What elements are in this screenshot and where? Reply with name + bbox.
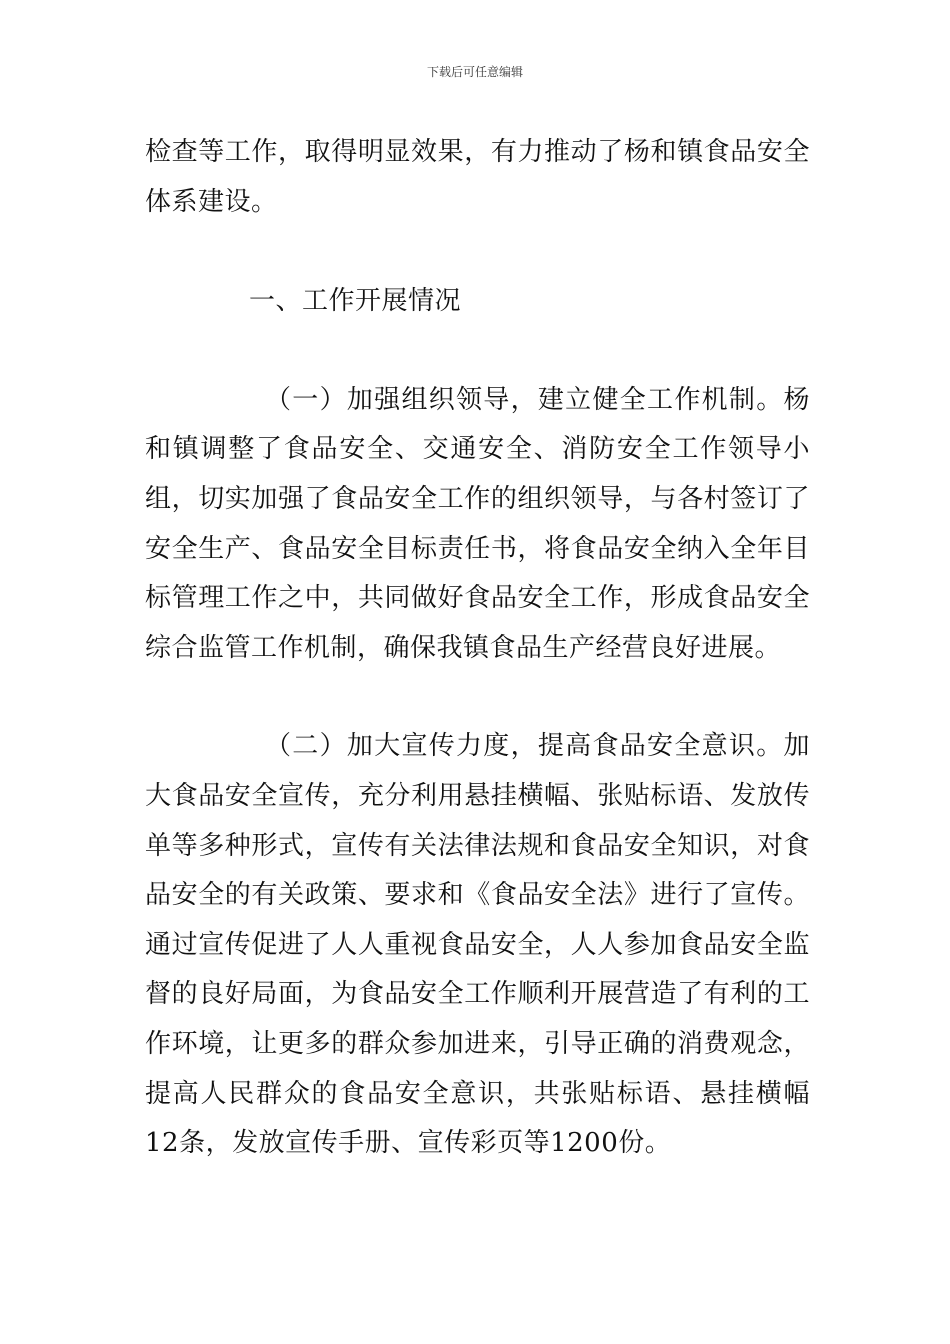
intro-paragraph: 检查等工作，取得明显效果，有力推动了杨和镇食品安全体系建设。 [145,137,810,217]
spacer [145,327,810,376]
paragraph-publicity: （二）加大宣传力度，提高食品安全意识。加大食品安全宣传，充分利用悬挂横幅、张贴标语、发放传单等多种形式，宣传有关法律法规和食品安全知识，对食品安全的有关政策、要求和《食品安全法》进行了宣传。通过宣传促进了人人重视食品安全，人人参加食品安全监督的良好局面，为食品安全工作顺利开展营造了有利的工作环境，让更多的群众参加进来，引导正确的消费观念，提高人民群众的食品安全意识，共张贴标语、悬挂横幅12条，发放宣传手册、宣传彩页等1200份。 [145,731,810,1159]
spacer [145,227,810,277]
page-header: 下载后可任意编辑 [426,65,523,79]
spacer [145,673,810,722]
section-heading: 一、工作开展情况 [249,286,462,317]
paragraph-organization: （一）加强组织领导，建立健全工作机制。杨和镇调整了食品安全、交通安全、消防安全工作领导小组，切实加强了食品安全工作的组织领导，与各村签订了安全生产、食品安全目标责任书，将食品安全纳入全年目标管理工作之中，共同做好食品安全工作，形成食品安全综合监管工作机制，确保我镇食品生产经营良好进展。 [145,384,810,663]
document-body [145,128,810,1169]
